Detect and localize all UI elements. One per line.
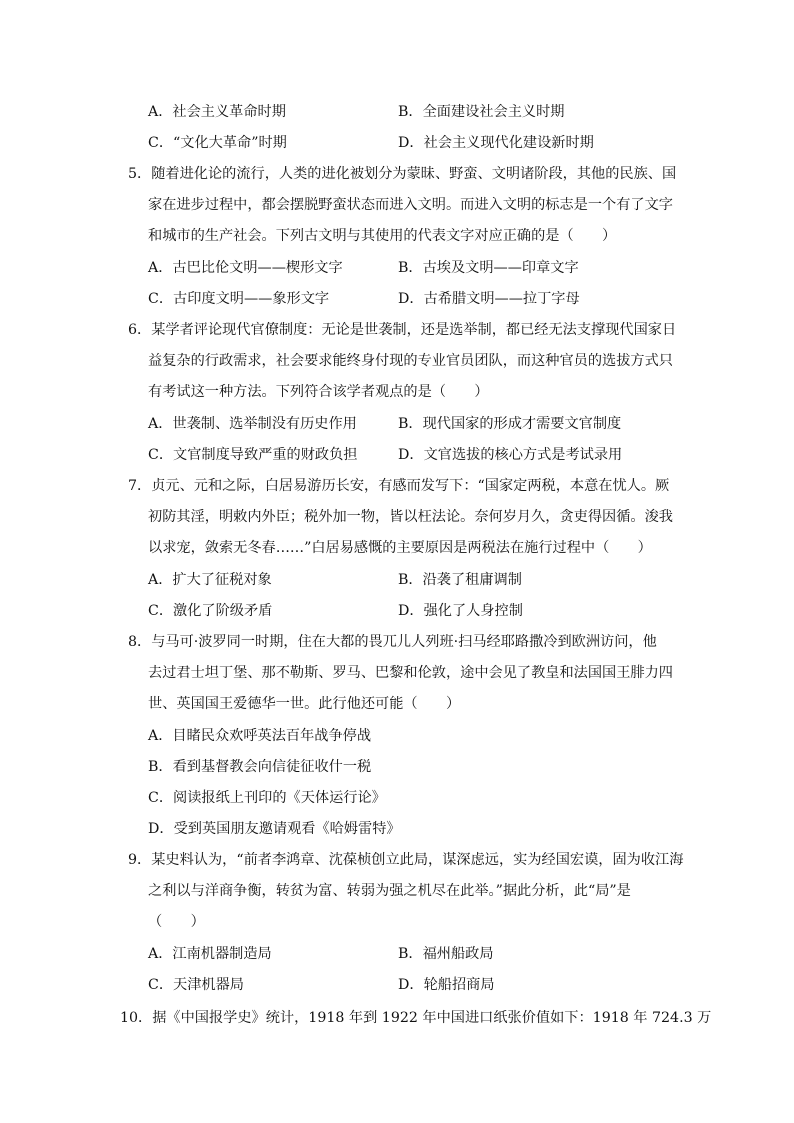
q5-stem-line: 家在进步过程中，都会摆脱野蛮状态而进入文明。而进入文明的标志是一个有了文字 [148, 197, 673, 213]
q8-option-d: D．受到英国朋友邀请观看《哈姆雷特》 [148, 821, 401, 837]
q7-option-a: A．扩大了征税对象 [148, 572, 272, 588]
q9-option-c: C．天津机器局 [148, 977, 244, 993]
q5-option-a: A．古巴比伦文明——楔形文字 [148, 260, 343, 276]
q7-option-d: D．强化了人身控制 [398, 603, 523, 619]
q10-stem-line: 10．据《中国报学史》统计，1918 年到 1922 年中国进口纸张价值如下：1918 年 724.3 万 [120, 1010, 712, 1026]
q7-stem-line: 以求宠，敛索无冬春……”白居易感慨的主要原因是两税法在施行过程中（ ） [148, 540, 652, 556]
q5-option-b: B．古埃及文明——印章文字 [398, 260, 579, 276]
q4-option-d: D．社会主义现代化建设新时期 [398, 135, 594, 151]
q9-stem-line: （ ） [148, 914, 205, 930]
q8-option-c: C．阅读报纸上刊印的《天体运行论》 [148, 790, 386, 806]
q5-stem-line: 和城市的生产社会。下列古文明与其使用的代表文字对应正确的是（ ） [148, 228, 617, 244]
q7-stem-line: 初防其淫，明敕内外臣；税外加一物，皆以枉法论。奈何岁月久，贪吏得因循。浚我 [148, 509, 673, 525]
q5-stem-line: 5．随着进化论的流行，人类的进化被划分为蒙昧、野蛮、文明诸阶段，其他的民族、国 [128, 166, 677, 182]
q4-option-a: A．社会主义革命时期 [148, 104, 286, 120]
q9-stem-line: 9．某史料认为，“前者李鸿章、沈葆桢创立此局，谋深虑远，实为经国宏谟，固为收江海 [128, 852, 684, 868]
q7-option-c: C．激化了阶级矛盾 [148, 603, 273, 619]
q8-stem-line: 世、英国国王爱德华一世。此行他还可能（ ） [148, 696, 461, 712]
q6-stem-line: 6．某学者评论现代官僚制度：无论是世袭制，还是选举制，都已经无法支撑现代国家日 [128, 322, 677, 338]
q8-stem-line: 去过君士坦丁堡、那不勒斯、罗马、巴黎和伦敦，途中会见了教皇和法国国王腓力四 [148, 665, 673, 681]
q7-option-b: B．沿袭了租庸调制 [398, 572, 522, 588]
q9-option-b: B．福州船政局 [398, 946, 494, 962]
q6-option-a: A．世袭制、选举制没有历史作用 [148, 416, 357, 432]
q5-option-d: D．古希腊文明——拉丁字母 [398, 291, 580, 307]
q7-stem-line: 7．贞元、元和之际，白居易游历长安，有感而发写下：“国家定两税，本意在忧人。厥 [128, 478, 670, 494]
q9-option-a: A．江南机器制造局 [148, 946, 272, 962]
q8-option-b: B．看到基督教会向信徒征收什一税 [148, 759, 372, 775]
q8-stem-line: 8．与马可·波罗同一时期，住在大都的畏兀儿人列班·扫马经耶路撒冷到欧洲访问，他 [128, 634, 657, 650]
q4-option-b: B．全面建设社会主义时期 [398, 104, 565, 120]
q9-option-d: D．轮船招商局 [398, 977, 495, 993]
q6-option-b: B．现代国家的形成才需要文官制度 [398, 416, 622, 432]
q8-option-a: A．目睹民众欢呼英法百年战争停战 [148, 728, 372, 744]
q4-option-c: C．“文化大革命”时期 [148, 135, 287, 151]
q9-stem-line: 之利以与洋商争衡，转贫为富、转弱为强之机尽在此举。”据此分析，此“局”是 [148, 883, 631, 899]
q6-stem-line: 有考试这一种方法。下列符合该学者观点的是（ ） [148, 384, 489, 400]
q6-option-c: C．文官制度导致严重的财政负担 [148, 447, 358, 463]
q6-option-d: D．文官选拔的核心方式是考试录用 [398, 447, 623, 463]
q5-option-c: C．古印度文明——象形文字 [148, 291, 330, 307]
q6-stem-line: 益复杂的行政需求，社会要求能终身付现的专业官员团队，而这种官员的选拔方式只 [148, 353, 673, 369]
